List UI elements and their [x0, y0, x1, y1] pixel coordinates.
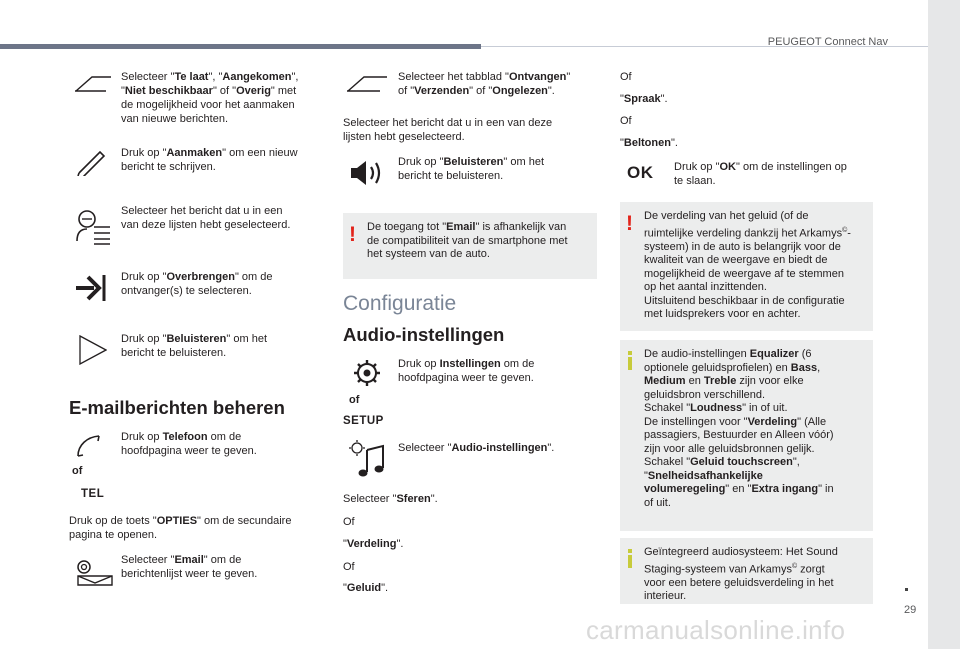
- info-box-equalizer: [620, 340, 873, 531]
- of-label-2: of: [349, 394, 360, 406]
- of-text-2: Of: [343, 561, 355, 573]
- email-icon: [72, 556, 114, 586]
- write-tab-icon-2: [346, 75, 388, 93]
- page-side-strip: [928, 0, 960, 649]
- header-rule-dark: [0, 44, 481, 49]
- header-title: PEUGEOT Connect Nav: [767, 36, 888, 48]
- pen-icon: [76, 148, 108, 176]
- forward-arrow-icon: [74, 273, 108, 303]
- warning-icon-2: !: [626, 212, 633, 235]
- setup-label: SETUP: [343, 415, 384, 427]
- email-text: Selecteer "Email" om de berichtenlijst weer te geven.: [121, 554, 258, 580]
- info-icon: [628, 351, 632, 370]
- info-text-arkamys: Geïntegreerd audiosysteem: Het Sound Staging-systeem van Arkamys© zorgt voor een betere geluidsverdeling in het interieur.: [644, 546, 838, 603]
- warning-text-email: De toegang tot "Email" is afhankelijk van de compatibiliteit van de smartphone met het systeem van de auto.: [367, 221, 568, 260]
- audio-select-text: Selecteer "Audio-instellingen".: [398, 442, 555, 454]
- geluid-text: "Geluid".: [343, 582, 389, 594]
- select-text: Selecteer het bericht dat u in een van deze lijsten hebt geselecteerd.: [343, 117, 553, 143]
- ok-label: OK: [627, 163, 654, 182]
- tab-text: Selecteer het tabblad "Ontvangen" of "Verzenden" of "Ongelezen".: [398, 71, 571, 97]
- beltonen-text: "Beltonen".: [620, 137, 678, 149]
- info-box-arkamys: [620, 538, 873, 604]
- col1-item-4-text: Druk op "Beluisteren" om het bericht te beluisteren.: [121, 333, 267, 359]
- of-text-3: Of: [620, 71, 632, 83]
- of-label: of: [72, 465, 83, 477]
- col1-item-2-text: Selecteer het bericht dat u in een van deze lijsten hebt geselecteerd.: [121, 205, 291, 231]
- gear-icon: [352, 358, 382, 388]
- page-dot: [905, 588, 908, 591]
- col1-item-3-text: Druk op "Overbrengen" om de ontvanger(s) te selecteren.: [121, 271, 273, 297]
- warning-box-email: [343, 213, 597, 279]
- write-tab-icon: [74, 75, 112, 93]
- tel-label: TEL: [81, 488, 105, 500]
- info-icon-2: [628, 549, 632, 568]
- sferen-text: Selecteer "Sferen".: [343, 493, 438, 505]
- speaker-icon: [349, 158, 385, 188]
- audio-title: Audio-instellingen: [343, 324, 505, 345]
- options-text: Druk op de toets "OPTIES" om de secundaire pagina te openen.: [69, 515, 292, 541]
- col1-item-1-text: Druk op "Aanmaken" om een nieuw bericht te schrijven.: [121, 147, 298, 173]
- ok-text: Druk op "OK" om de instellingen op te slaan.: [674, 161, 847, 187]
- section-title-email: E-mailberichten beheren: [69, 397, 285, 418]
- warning-text-audio: De verdeling van het geluid (of de ruimtelijke verdeling dankzij het Arkamys©- systeem) in de auto is belangrijk voor de kwaliteit van de weergave en biedt de mogelijkheid de weergave af te stemmen op het aantal inzittenden. Uitsluitend beschikbaar in de configuratie met luidsprekers voor en achter.: [644, 210, 851, 321]
- phone-text: Druk op Telefoon om de hoofdpagina weer te geven.: [121, 431, 257, 457]
- page-number: 29: [904, 604, 917, 616]
- play-icon: [79, 335, 107, 365]
- audio-settings-icon: [347, 438, 387, 478]
- spraak-text: "Spraak".: [620, 93, 668, 105]
- col1-item-0-text: Selecteer "Te laat", "Aangekomen", "Niet beschikbaar" of "Overig" met de mogelijkheid voor het aanmaken van nieuwe berichten.: [121, 71, 299, 125]
- warning-box-audio: [620, 202, 873, 331]
- warning-icon: !: [349, 223, 356, 246]
- of-text-4: Of: [620, 115, 632, 127]
- config-title: Configuratie: [343, 292, 457, 315]
- verdeling-text: "Verdeling".: [343, 538, 404, 550]
- settings-text: Druk op Instellingen om de hoofdpagina weer te geven.: [398, 358, 535, 384]
- contact-list-icon: [72, 207, 112, 245]
- watermark: carmanualsonline.info: [586, 615, 846, 645]
- of-text-1: Of: [343, 516, 355, 528]
- listen-text: Druk op "Beluisteren" om het bericht te beluisteren.: [398, 156, 544, 182]
- phone-icon: [75, 433, 103, 459]
- info-text-equalizer: De audio-instellingen Equalizer (6 optionele geluidsprofielen) en Bass, Medium en Treble zijn voor elke geluidsbron verschillend. Schakel "Loudness" in of uit. De instellingen voor "Verdeling" (Alle passagiers, Bestuurder en Alleen vóór) zijn voor alle geluidsbronnen gelijk. Schakel "Geluid touchscreen", "Snelheidsafhankelijke volumeregeling" en "Extra ingang" in of uit.: [644, 348, 834, 509]
